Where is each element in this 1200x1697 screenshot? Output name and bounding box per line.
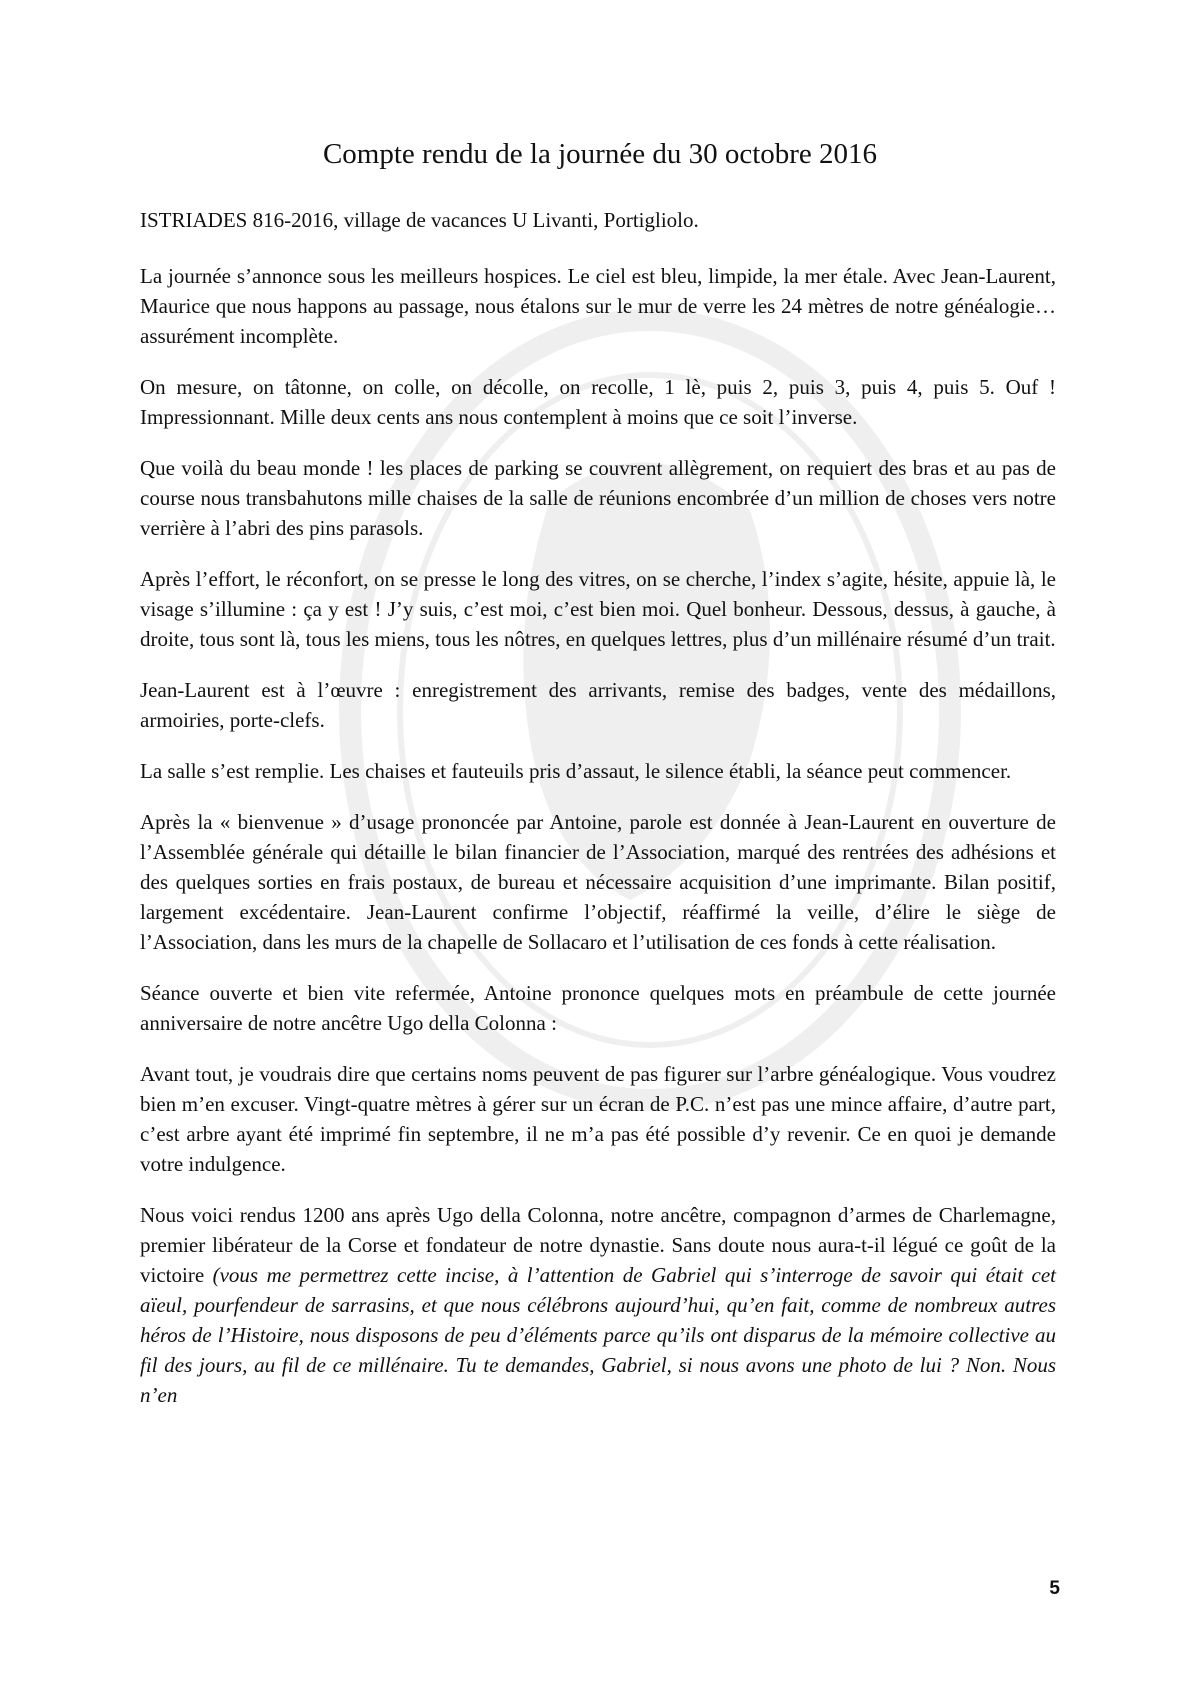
paragraph-last <box>140 1200 1056 1410</box>
report-body <box>140 205 1056 1431</box>
paragraph: Après la « bienvenue » d’usage prononcée par Antoine, parole est donnée à Jean-Laurent en ouverture de l’Assemblée générale qui détaille le bilan financier de l’Association, marqué des rentrées des adhésions et des quelques sorties en frais postaux, de bureau et nécessaire acquisition d’une imprimante. Bilan positif, largement excédentaire. Jean-Laurent confirme l’objectif, réaffirmé la veille, d’élire le siège de l’Association, dans les murs de la chapelle de Sollacaro et l’utilisation de ces fonds à cette réalisation. <box>140 810 1056 954</box>
page-title: Compte rendu de la journée du 30 octobre 2016 <box>322 138 878 170</box>
paragraph: On mesure, on tâtonne, on colle, on décolle, on recolle, 1 lè, puis 2, puis 3, puis 4, puis 5. Ouf ! Impressionnant. Mille deux cents ans nous contemplent à moins que ce soit l’inverse. <box>140 375 1056 429</box>
paragraph: Avant tout, je voudrais dire que certains noms peuvent de pas figurer sur l’arbre généalogique. Vous voudrez bien m’en excuser. Vingt-quatre mètres à gérer sur un écran de P.C. n’est pas une mince affaire, d’autre part, c’est arbre ayant été imprimé fin septembre, il ne m’a pas été possible d’y revenir. Ce en quoi je demande votre indulgence. <box>140 1062 1056 1176</box>
paragraph: La salle s’est remplie. Les chaises et fauteuils pris d’assaut, le silence établi, la séance peut commencer. <box>140 759 1012 783</box>
page-number: 5 <box>1049 1578 1060 1599</box>
italic-aside: (vous me permettrez cette incise, à l’attention de Gabriel qui s’interroge de savoir qui était cet aïeul, pourfendeur de sarrasins, et que nous célébrons aujourd’hui, qu’en fait, comme de nombreux autres héros de l’Histoire, nous disposons de peu d’éléments parce qu’ils ont disparus de la mémoire collective au fil des jours, au fil de ce millénaire. Tu te demandes, Gabriel, si nous avons une photo de lui ? Non. Nous n’en <box>140 1263 1056 1407</box>
paragraph: Séance ouverte et bien vite refermée, Antoine prononce quelques mots en préambule de cette journée anniversaire de notre ancêtre Ugo della Colonna : <box>140 981 1056 1035</box>
paragraph: Que voilà du beau monde ! les places de parking se couvrent allègrement, on requiert des bras et au pas de course nous transbahutons mille chaises de la salle de réunions encombrée d’un million de choses vers notre verrière à l’abri des pins parasols. <box>140 456 1056 540</box>
paragraph: La journée s’annonce sous les meilleurs hospices. Le ciel est bleu, limpide, la mer étale. Avec Jean-Laurent, Maurice que nous happons au passage, nous étalons sur le mur de verre les 24 mètres de notre généalogie… assurément incomplète. <box>140 264 1056 348</box>
paragraph: ISTRIADES 816-2016, village de vacances U Livanti, Portigliolo. <box>140 208 699 232</box>
paragraph: Après l’effort, le réconfort, on se presse le long des vitres, on se cherche, l’index s’agite, hésite, appuie là, le visage s’illumine : ça y est ! J’y suis, c’est moi, c’est bien moi. Quel bonheur. Dessous, dessus, à gauche, à droite, tous sont là, tous les miens, tous les nôtres, en quelques lettres, plus d’un millénaire résumé d’un trait. <box>140 567 1056 651</box>
paragraph-text: Nous voici rendus 1200 ans après Ugo della Colonna, notre ancêtre, compagnon d’armes de Charlemagne, premier libérateur de la Corse et fondateur de notre dynastie. Sans doute nous aura-t-il légué ce goût de la victoire <box>140 1203 1056 1287</box>
paragraph: Jean-Laurent est à l’œuvre : enregistrement des arrivants, remise des badges, vente des médaillons, armoiries, porte-clefs. <box>140 678 1056 732</box>
